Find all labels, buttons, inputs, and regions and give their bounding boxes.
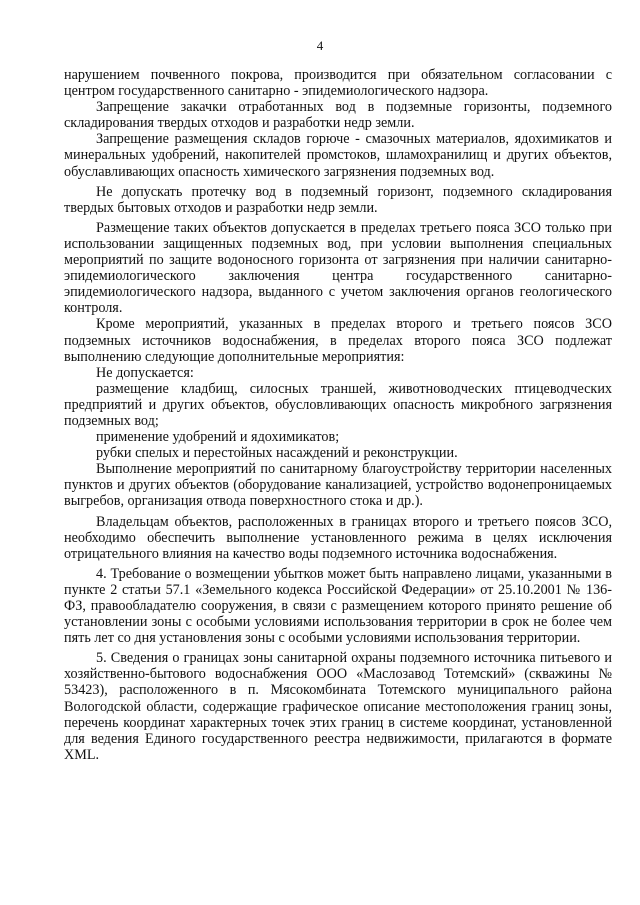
paragraph-owners: Владельцам объектов, расположенных в границах второго и третьего поясов ЗСО, необходимо обеспечить выполнение установленного режима в целях исключения отрицательного влияния на качество воды подземного источника водоснабжения.	[64, 513, 612, 562]
paragraph-section-4: 4. Требование о возмещении убытков может быть направлено лицами, указанными в пункте 2 статьи 57.1 «Земельного кодекса Российской Федерации» от 25.10.2001 № 136-ФЗ, правообладателю сооружения, в связи с размещением которого принято решение об установлении зоны с особыми условиями использования территории в срок не более чем пять лет со дня установления зоны с особыми условиями использования территории.	[64, 565, 612, 647]
paragraph-sanitation: Выполнение мероприятий по санитарному благоустройству территории населенных пунктов и других объектов (оборудование канализацией, устройство водонепроницаемых выгребов, организация отвода поверхностного стока и др.).	[64, 461, 612, 510]
list-item-fertilizers: применение удобрений и ядохимикатов;	[96, 429, 340, 446]
paragraph-section-5: 5. Сведения о границах зоны санитарной охраны подземного источника питьевого и хозяйственно-бытового водоснабжения ООО «Маслозавод Тотемский» (скважины № 53423), расположенного в п. Мясокомбината Тотемского муниципального района Вологодской области, содержащие графическое описание местоположения границ зоны, перечень координат характерных точек этих границ в системе координат, установленной для ведения Единого государственного реестра недвижимости, прилагаются в формате XML.	[64, 650, 612, 763]
list-item-logging: рубки спелых и перестойных насаждений и реконструкции.	[96, 445, 458, 462]
list-item-cemeteries: размещение кладбищ, силосных траншей, животноводческих птицеводческих предприятий и других объектов, обусловливающих опасность микробного загрязнения подземных вод;	[64, 380, 612, 429]
paragraph-leak-ban: Не допускать протечку вод в подземный горизонт, подземного складирования твердых бытовых отходов и разработки недр земли.	[64, 183, 612, 216]
document-body	[64, 67, 612, 763]
paragraph-third-belt: Размещение таких объектов допускается в пределах третьего пояса ЗСО только при использовании защищенных подземных вод, при условии выполнения специальных мероприятий по защите водоносного горизонта от загрязнения при наличии санитарно-эпидемиологического заключения центра государственного санитарно-эпидемиологического надзора, выданного с учетом заключения органов геологического контроля.	[64, 219, 612, 317]
paragraph-second-belt-measures: Кроме мероприятий, указанных в пределах второго и третьего поясов ЗСО подземных источников водоснабжения, в пределах второго пояса ЗСО подлежат выполнению следующие дополнительные мероприятия:	[64, 316, 612, 365]
paragraph-continuation: нарушением почвенного покрова, производится при обязательном согласовании с центром государственного санитарно - эпидемиологического надзора.	[64, 67, 612, 100]
page-number: 4	[316, 38, 324, 53]
paragraph-storage-ban: Запрещение размещения складов горюче - смазочных материалов, ядохимикатов и минеральных удобрений, накопителей промстоков, шламохранилищ и других объектов, обуславливающих опасность химического загрязнения подземных вод.	[64, 131, 612, 180]
paragraph-injection-ban: Запрещение закачки отработанных вод в подземные горизонты, подземного складирования твердых отходов и разработки недр земли.	[64, 99, 612, 132]
paragraph-not-allowed: Не допускается:	[96, 364, 194, 381]
